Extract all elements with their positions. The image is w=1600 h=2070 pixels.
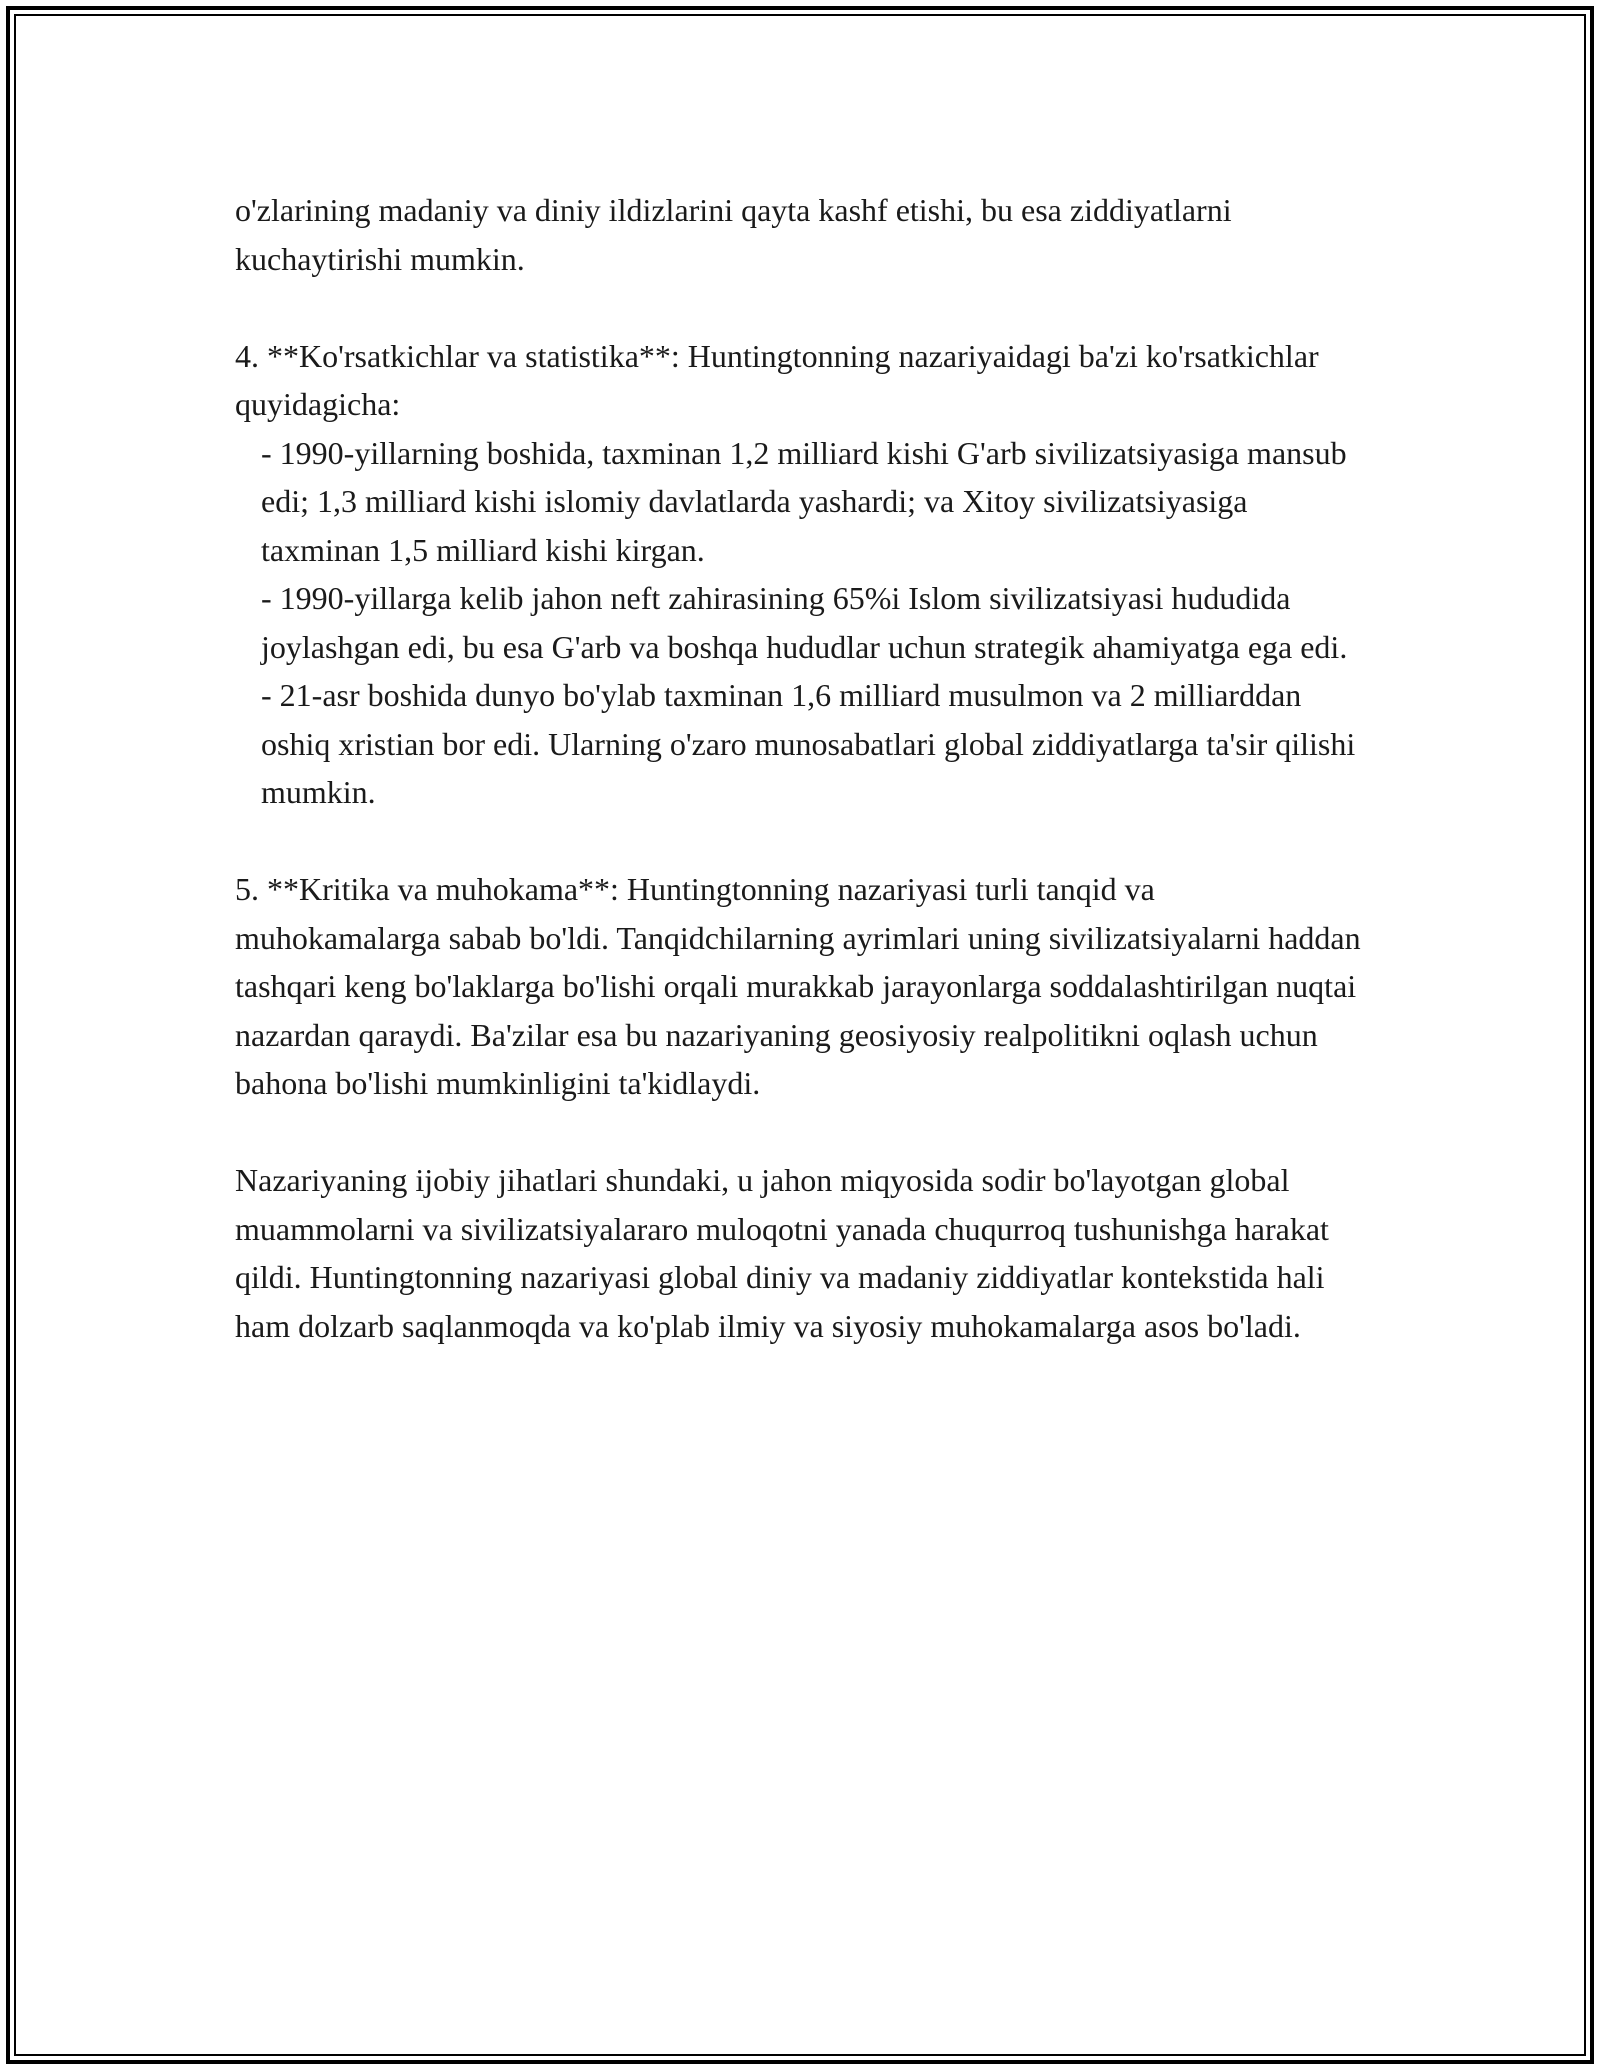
section-5-paragraph: 5. **Kritika va muhokama**: Huntingtonning nazariyasi turli tanqid va muhokamalarga sabab bo'ldi. Tanqidchilarning ayrimlari uning sivilizatsiyalarni haddan tashqari keng bo'laklarga bo'lishi orqali murakkab jarayonlarga soddalashtirilgan nuqtai nazardan qaraydi. Ba'zilar esa bu nazariyaning geosiyosiy realpolitikni oqlash uchun bahona bo'lishi mumkinligini ta'kidlaydi. — [235, 871, 1361, 1101]
paragraph-spacer — [235, 817, 1365, 866]
paragraph-spacer — [235, 283, 1365, 332]
list-item: - 1990-yillarning boshida, taxminan 1,2 milliard kishi G'arb sivilizatsiyasiga mansub edi; 1,3 milliard kishi islomiy davlatlarda yashardi; va Xitoy sivilizatsiyasiga taxminan 1,5 milliard kishi kirgan. — [261, 434, 1347, 568]
paragraph-spacer — [235, 1108, 1365, 1157]
section-4-intro: 4. **Ko'rsatkichlar va statistika**: Huntingtonning nazariyaidagi ba'zi ko'rsatkichlar quyidagicha: — [235, 337, 1319, 422]
list-item: - 21-asr boshida dunyo bo'ylab taxminan 1,6 milliard musulmon va 2 milliarddan oshiq xristian bor edi. Ularning o'zaro munosabatlari global ziddiyatlarga ta'sir qilishi mumkin. — [261, 677, 1356, 810]
conclusion-paragraph: Nazariyaning ijobiy jihatlari shundaki, u jahon miqyosida sodir bo'layotgan global muammolarni va sivilizatsiyalararo muloqotni yanada chuqurroq tushunishga harakat qildi. Huntingtonning nazariyasi global diniy va madaniy ziddiyatlar kontekstida hali ham dolzarb saqlanmoqda va ko'plab ilmiy va siyosiy muhokamalarga asos bo'ladi. — [235, 1162, 1329, 1344]
continuation-paragraph: o'zlarining madaniy va diniy ildizlarini qayta kashf etishi, bu esa ziddiyatlarni kuchaytirishi mumkin. — [235, 192, 1232, 277]
document-body — [235, 186, 1365, 1350]
list-item: - 1990-yillarga kelib jahon neft zahirasining 65%i Islom sivilizatsiyasi hududida joylashgan edi, bu esa G'arb va boshqa hududlar uchun strategik ahamiyatga ega edi. — [261, 580, 1348, 665]
